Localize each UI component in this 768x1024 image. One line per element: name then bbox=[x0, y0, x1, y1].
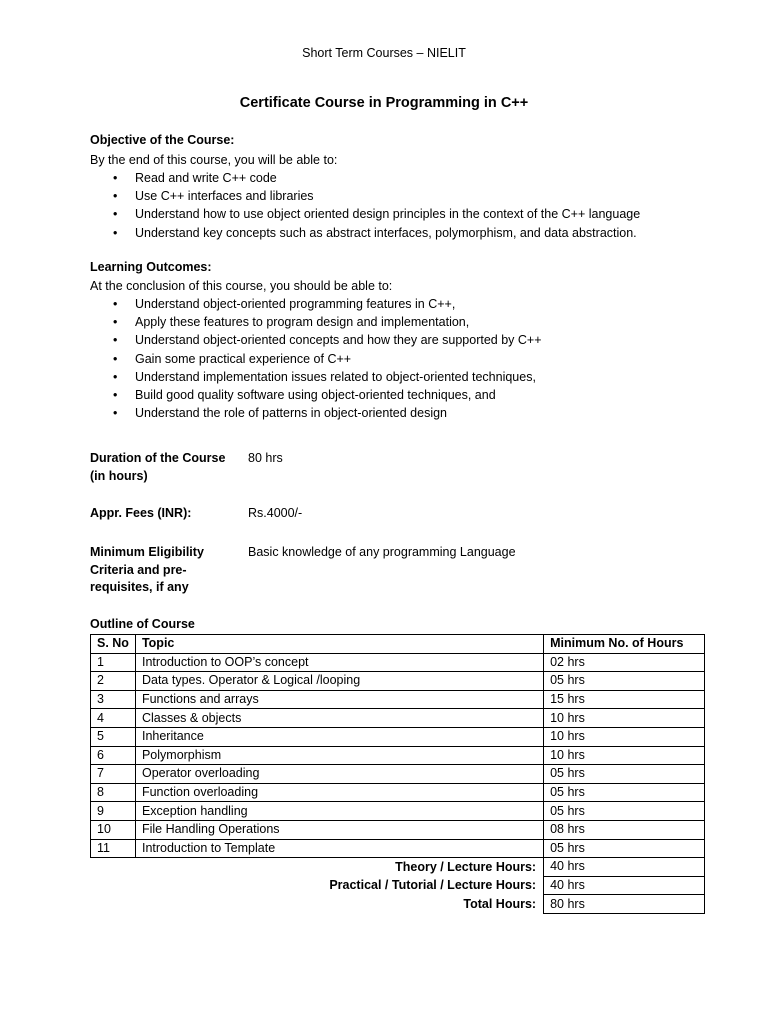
outcomes-intro: At the conclusion of this course, you should be able to: bbox=[90, 279, 393, 293]
list-item: • Read and write C++ code bbox=[113, 171, 277, 185]
objective-heading: Objective of the Course: bbox=[90, 133, 235, 147]
list-item: • Apply these features to program design and implementation, bbox=[113, 315, 470, 330]
outline-table bbox=[90, 634, 705, 914]
bullet-icon: • bbox=[113, 171, 118, 185]
eligibility-value: Basic knowledge of any programming Language bbox=[248, 545, 516, 559]
table-row: 9 Exception handling 05 hrs bbox=[91, 802, 705, 821]
objective-intro: By the end of this course, you will be able to: bbox=[90, 153, 338, 167]
column-header-hours: Minimum No. of Hours bbox=[544, 635, 705, 654]
bullet-icon: • bbox=[113, 333, 118, 348]
fees-label: Appr. Fees (INR): bbox=[90, 506, 192, 520]
table-row: 6 Polymorphism 10 hrs bbox=[91, 746, 705, 765]
bullet-icon: • bbox=[113, 297, 118, 311]
bullet-icon: • bbox=[113, 315, 118, 330]
outline-heading: Outline of Course bbox=[90, 617, 195, 631]
column-header-sno: S. No bbox=[91, 635, 136, 654]
bullet-icon: • bbox=[113, 351, 118, 366]
summary-row-practical: Practical / Tutorial / Lecture Hours: 40 hrs bbox=[91, 876, 705, 895]
bullet-icon: • bbox=[113, 207, 118, 222]
list-item: • Understand the role of patterns in object-oriented design bbox=[113, 406, 447, 421]
list-item: • Understand how to use object oriented design principles in the context of the C++ language bbox=[113, 207, 641, 222]
page-header: Short Term Courses – NIELIT bbox=[302, 46, 466, 60]
column-header-topic: Topic bbox=[135, 635, 543, 654]
objective-list bbox=[90, 169, 640, 242]
table-row: 10 File Handling Operations 08 hrs bbox=[91, 820, 705, 839]
list-item: • Understand object-oriented programming features in C++, bbox=[113, 297, 456, 311]
table-row: 1 Introduction to OOP’s concept 02 hrs bbox=[91, 653, 705, 672]
bullet-icon: • bbox=[113, 369, 118, 384]
fees-value: Rs.4000/- bbox=[248, 506, 303, 520]
duration-value: 80 hrs bbox=[248, 451, 283, 465]
list-item: • Understand implementation issues related to object-oriented techniques, bbox=[113, 369, 536, 384]
bullet-icon: • bbox=[113, 387, 118, 402]
table-row: 11 Introduction to Template 05 hrs bbox=[91, 839, 705, 858]
eligibility-label: Minimum Eligibility Criteria and pre- requisites, if any bbox=[90, 545, 204, 594]
table-row: 2 Data types. Operator & Logical /looping 05 hrs bbox=[91, 672, 705, 691]
list-item: • Understand key concepts such as abstract interfaces, polymorphism, and data abstraction. bbox=[113, 225, 637, 240]
bullet-icon: • bbox=[113, 225, 118, 240]
summary-row-theory: Theory / Lecture Hours: 40 hrs bbox=[91, 858, 705, 877]
table-row: 5 Inheritance 10 hrs bbox=[91, 727, 705, 746]
table-row: 4 Classes & objects 10 hrs bbox=[91, 709, 705, 728]
bullet-icon: • bbox=[113, 189, 118, 204]
table-header-row bbox=[91, 635, 705, 654]
document-title: Certificate Course in Programming in C++ bbox=[239, 95, 529, 111]
table-row: 7 Operator overloading 05 hrs bbox=[91, 765, 705, 784]
outcomes-list bbox=[90, 295, 542, 422]
list-item: • Understand object-oriented concepts and how they are supported by C++ bbox=[113, 333, 542, 348]
table-row: 8 Function overloading 05 hrs bbox=[91, 783, 705, 802]
outcomes-heading: Learning Outcomes: bbox=[90, 260, 212, 274]
summary-row-total: Total Hours: 80 hrs bbox=[91, 895, 705, 914]
list-item: • Build good quality software using object-oriented techniques, and bbox=[113, 387, 496, 402]
table-row: 3 Functions and arrays 15 hrs bbox=[91, 690, 705, 709]
duration-label: Duration of the Course (in hours) bbox=[90, 451, 226, 483]
bullet-icon: • bbox=[113, 406, 118, 421]
list-item: • Gain some practical experience of C++ bbox=[113, 351, 352, 366]
list-item: • Use C++ interfaces and libraries bbox=[113, 189, 314, 204]
